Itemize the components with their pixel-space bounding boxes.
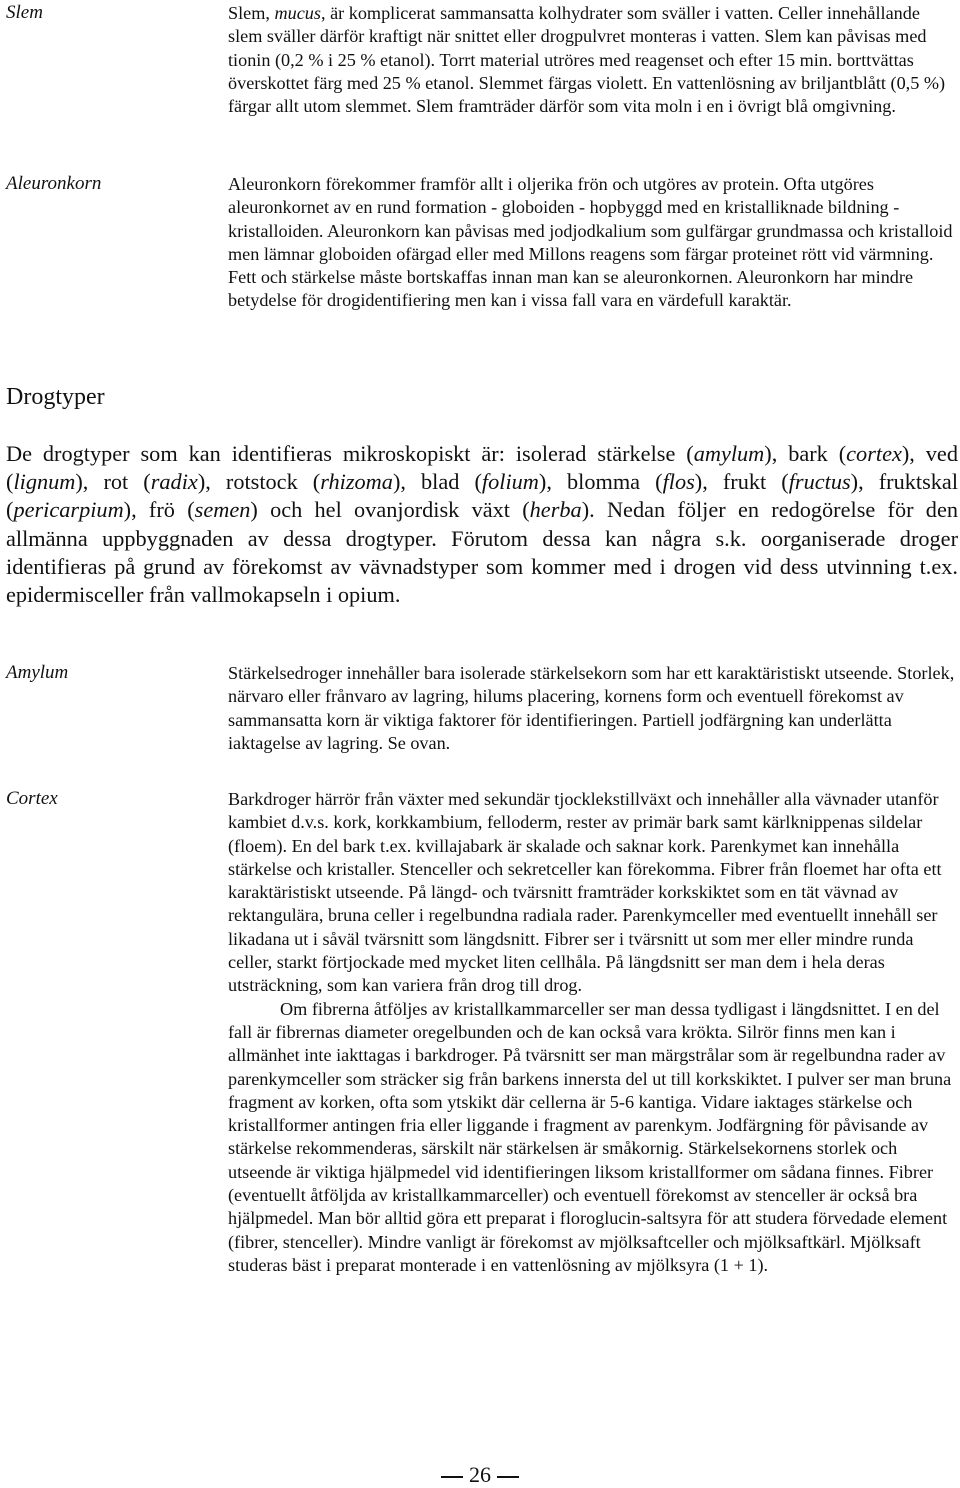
text-span: ), frukt ( [694, 469, 789, 495]
paragraph-aleuronkorn: Aleuronkorn förekommer framför allt i oljerika frön och utgöres av protein. Ofta utgöres aleuronkornet av en rund formation - globoiden - hopbyggd med en kristalliknade bildning - kristalloiden. Aleuronkorn kan påvisas med jodjodkalium som gulfärgar grundmassa och kristalloid men lämnar globoiden ofärgad eller med Millons reagens som färgar proteinet rött vid värmning. Fett och stärkelse måste bortskaffas innan man kan se aleuronkornen. Aleuronkorn har mindre betydelse för drogidentifiering men kan i vissa fall vara en värdefull karaktär. [228, 174, 953, 311]
latin-term: semen [194, 497, 251, 523]
text-span: De drogtyper som kan identifieras mikroskopiskt är: isolerad stärkelse ( [6, 441, 694, 466]
page-footer [0, 1462, 960, 1488]
text-span: ), blomma ( [538, 469, 663, 495]
paragraph-cortex [228, 788, 958, 1277]
text-span: ), rot ( [75, 469, 151, 495]
term-cortex: Cortex [6, 788, 58, 809]
latin-term: cortex [846, 441, 902, 466]
latin-term: herba [529, 497, 582, 523]
latin-term: rhizoma [320, 469, 393, 495]
latin-term: folium [481, 469, 539, 495]
latin-term: pericarpium [13, 497, 124, 523]
term-slem: Slem [6, 2, 43, 23]
text-span: Om fibrerna åtföljes av kristallkammarceller ser man dessa tydligast i längdsnittet. I en del fall är fibrernas diameter oregelbunden och de kan också vara krökta. Silrör finns men kan i allmänhet inte iakttagas i barkdroger. På tvärsnitt ser man märgstrålar som är regelbundna rader av parenkymceller som sträcker sig från barkens innersta del ut till korkskiktet. I pulver ser man bruna fragment av korken, ofta som ytskikt där cellerna är 5-6 kantiga. Vidare iaktages stärkelse och kristallformer antingen fria eller liggande i fragment av parenkym. Jodfärgning för påvisande av stärkelse rekommenderas, särskilt när stärkelsen är småkornig. Stärkelsekornens storlek och utseende är viktiga hjälpmedel vid identifieringen liksom kristallformer om sådana finnes. Fibrer (eventuellt åtföljda av kristallkammarceller) och eventuell förekomst av stenceller är också bra hjälpmedel. Man bör alltid göra ett preparat i floroglucin-saltsyra för att studera förvedade element (fibrer, stenceller). Mindre vanligt är förekomst av mjölksaftceller och mjölksaftkärl. Mjölksaft studeras bäst i preparat monterade i en vattenlösning av mjölksyra (1 + 1). [228, 998, 952, 1275]
text-span: ) och hel ovanjordisk växt ( [250, 497, 530, 523]
paragraph-drogtyper-intro [6, 440, 958, 609]
text-span: ), fruktskal ( [6, 469, 959, 523]
text-span: Barkdroger härrör från växter med sekundär tjocklekstillväxt och innehåller alla vävnader utanför kambiet d.v.s. kork, korkkambium, felloderm, rester av primär bark samt kärlknippenas sildelar (floem). En del bark t.ex. kvillajabark är skalade och saknar kork. Parenkymet kan innehålla stärkelse och kristaller. Stenceller och sekretceller kan förekomma. Fibrer från floemet har ofta ett karaktäristiskt utseende. På längd- och tvärsnitt framträder korkskiktet som en tät vävnad av rektangulära, bruna celler i regelbundna radiala rader. Parenkymceller med eventuellt innehåll ser likadana ut i såväl tvärsnitt som längdsnitt. Fibrer ser i tvärsnitt ut som mer eller mindre runda celler, starkt förtjockade med mycket liten cellhåla. På längdsnitt ser man dem i hela deras utsträckning, som kan variera från drog till drog. [228, 789, 942, 996]
paragraph-amylum: Stärkelsedroger innehåller bara isolerade stärkelsekorn som har ett karaktäristiskt utseende. Storlek, närvaro eller frånvaro av lagring, hilums placering, kornens form och eventuell förekomst av sammansatta korn är viktiga faktorer för identifieringen. Partiell jodfärgning kan underlätta iaktagelse av lagring. Se ovan. [228, 663, 955, 753]
dash-right [497, 1476, 519, 1478]
dash-left [441, 1476, 463, 1478]
latin-term: lignum [13, 469, 76, 495]
latin-term: radix [150, 469, 198, 495]
paragraph-slem [228, 2, 958, 118]
term-amylum: Amylum [6, 662, 69, 683]
page-number: 26 [469, 1462, 491, 1487]
latin-term: amylum [693, 441, 765, 466]
text-span: Slem, [228, 3, 275, 23]
text-span: ). Nedan följer en redogörelse för den allmänna uppbyggnaden av dessa drogtyper. Förutom dessa kan några s.k. oorganiserade droger identifieras på grund av förekomst av vävnadstyper som kommer med i drogen vid dess utvinning t.ex. epidermisceller från vallmokapseln i opium. [6, 497, 958, 608]
section-heading-drogtyper: Drogtyper [6, 384, 105, 410]
term-aleuronkorn: Aleuronkorn [6, 173, 102, 194]
text-span: ), bark ( [764, 441, 847, 466]
latin-term: fructus [788, 469, 851, 495]
text-span: ), frö ( [123, 497, 195, 523]
text-span: , är komplicerat sammansatta kolhydrater som sväller i vatten. Celler innehållande slem sväller därför kraftigt när snittet eller drogpulvret monteras i vatten. Slem kan påvisas med tionin (0,2 % i 25 % etanol). Torrt material utröres med reagenset och efter 15 min. borttvättas överskottet färg med 25 % etanol. Slemmet färgas violett. En vattenlösning av briljantblått (0,5 %) färgar allt utom slemmet. Slem framträder därför som vita moln i en i övrigt blå omgivning. [228, 3, 946, 117]
text-span: ), blad ( [392, 469, 482, 495]
text-span: ), rotstock ( [197, 469, 321, 495]
text-span: ), ved ( [6, 441, 958, 495]
latin-term: flos [662, 469, 695, 495]
latin-term: mucus [274, 3, 321, 23]
